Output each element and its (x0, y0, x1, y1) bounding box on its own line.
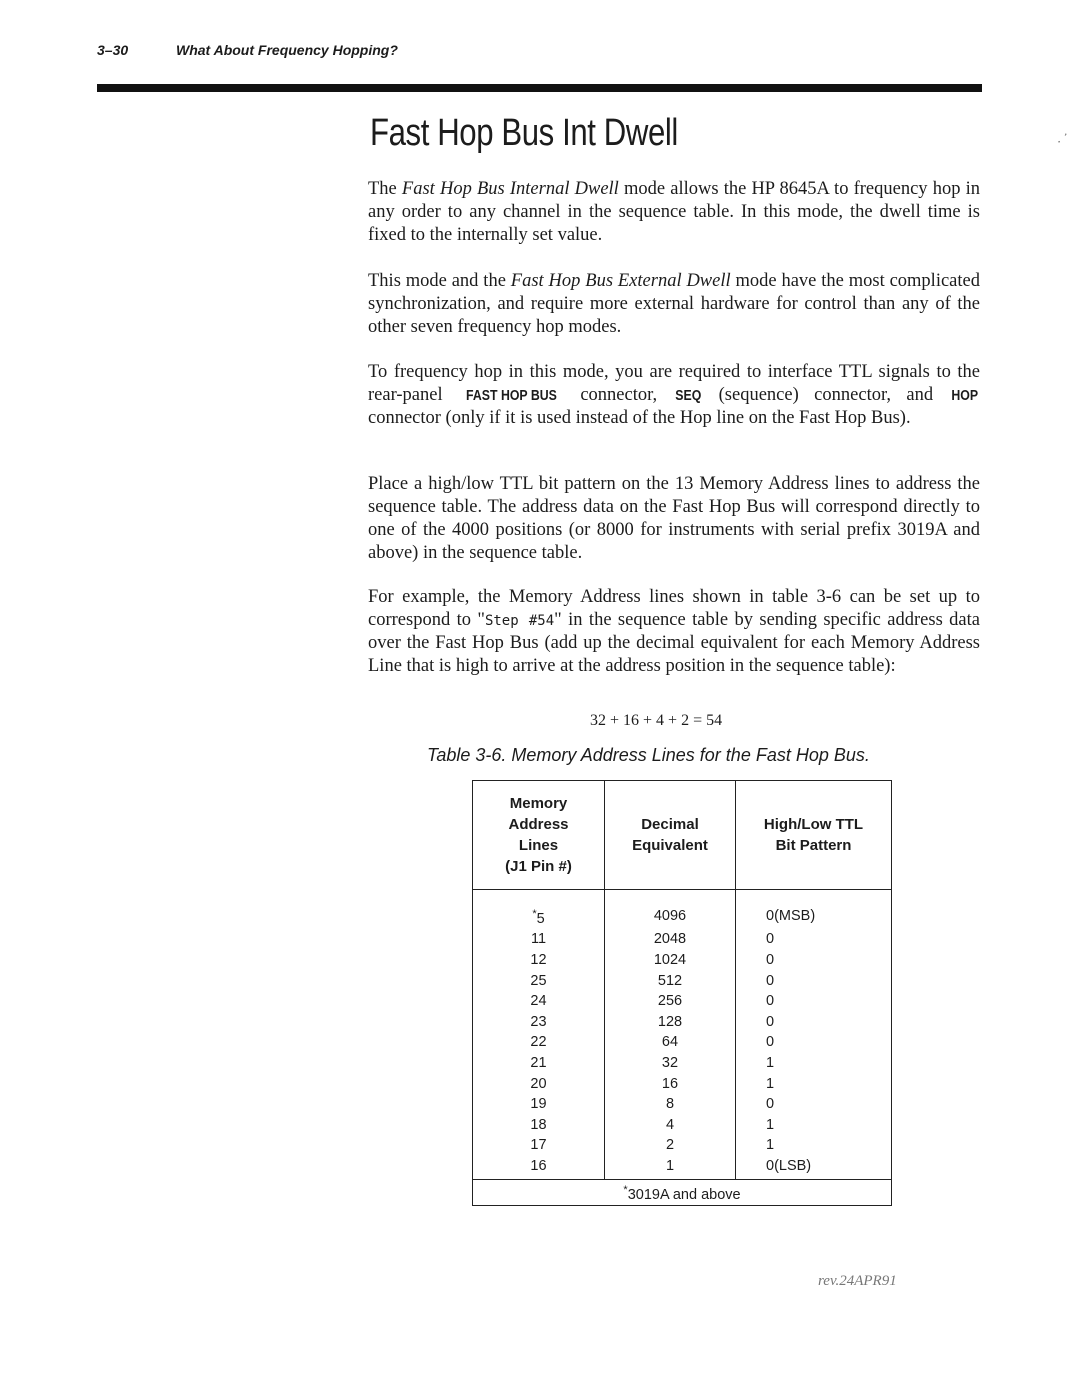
paragraph-1: The Fast Hop Bus Internal Dwell mode allows the HP 8645A to frequency hop in any order to any channel in the sequence table. In this mode, the dwell time is fixed to the internally set value. (368, 179, 980, 245)
table-row: 16 1 0(LSB) (473, 1156, 892, 1179)
mode-name: Fast Hop Bus Internal Dwell (401, 179, 619, 199)
table-row: 11 2048 0 (473, 929, 892, 950)
col-header-pin: Memory Address Lines (J1 Pin #) (473, 781, 605, 890)
display-text: Step #54 (484, 613, 555, 629)
connector-label: HOP (950, 388, 978, 404)
scan-mark: ˋ. (1053, 131, 1072, 145)
page-number: 3–30 (97, 42, 129, 58)
equation: 32 + 16 + 4 + 2 = 54 (590, 712, 723, 729)
table-caption: Table 3-6. Memory Address Lines for the Fast Hop Bus. (427, 745, 870, 765)
paragraph-4: Place a high/low TTL bit pattern on the 13 Memory Address lines to address the sequence table. The address data on the Fast Hop Bus will correspond directly to one of the 4000 positions (or 8000 for instruments with serial prefix 3019A and above) in the sequence table. (368, 474, 980, 563)
paragraph-5: For example, the Memory Address lines shown in table 3-6 can be set up to correspond to "Step #54" in the sequence table by sending specific address data over the Fast Hop Bus (add up the decimal equivalent for each Memory Address Line that is high to arrive at the address position in the sequence table): (368, 587, 980, 676)
col-header-bit: High/Low TTL Bit Pattern (736, 781, 892, 890)
paragraph-3: To frequency hop in this mode, you are required to interface TTL signals to the rear-panel FAST HOP BUS connector, SEQ (sequence) connector, and HOP connector (only if it is used instead of the Hop line on the Fast Hop Bus). (368, 362, 980, 428)
table-row: 24 256 0 (473, 991, 892, 1012)
table-row: 23 128 0 (473, 1012, 892, 1033)
revision-note: rev.24APR91 (818, 1273, 897, 1289)
running-header: What About Frequency Hopping? (176, 42, 398, 58)
connector-label: FAST HOP BUS (466, 388, 557, 404)
table-row: 20 16 1 (473, 1074, 892, 1095)
table-row: 22 64 0 (473, 1032, 892, 1053)
table-row: 19 8 0 (473, 1094, 892, 1115)
table-row: *5 4096 0(MSB) (473, 890, 892, 930)
footnote-marker: * (532, 908, 537, 920)
header-rule (97, 84, 982, 92)
memory-address-table (472, 780, 892, 1206)
table-row: 25 512 0 (473, 971, 892, 992)
table-row: 12 1024 0 (473, 950, 892, 971)
table-row: 21 32 1 (473, 1053, 892, 1074)
paragraph-2: This mode and the Fast Hop Bus External Dwell mode have the most complicated synchronization, and require more external hardware for control than any of the other seven frequency hop modes. (368, 271, 980, 337)
connector-label: SEQ (674, 388, 701, 404)
table-row: 17 2 1 (473, 1135, 892, 1156)
page-title: Fast Hop Bus Int Dwell (370, 112, 678, 154)
table-footnote: *3019A and above (473, 1179, 892, 1205)
col-header-decimal: Decimal Equivalent (605, 781, 736, 890)
table-footnote-row (473, 1179, 892, 1205)
table-header-row (473, 781, 892, 890)
mode-name: Fast Hop Bus External Dwell (510, 271, 731, 291)
table-row: 18 4 1 (473, 1115, 892, 1136)
